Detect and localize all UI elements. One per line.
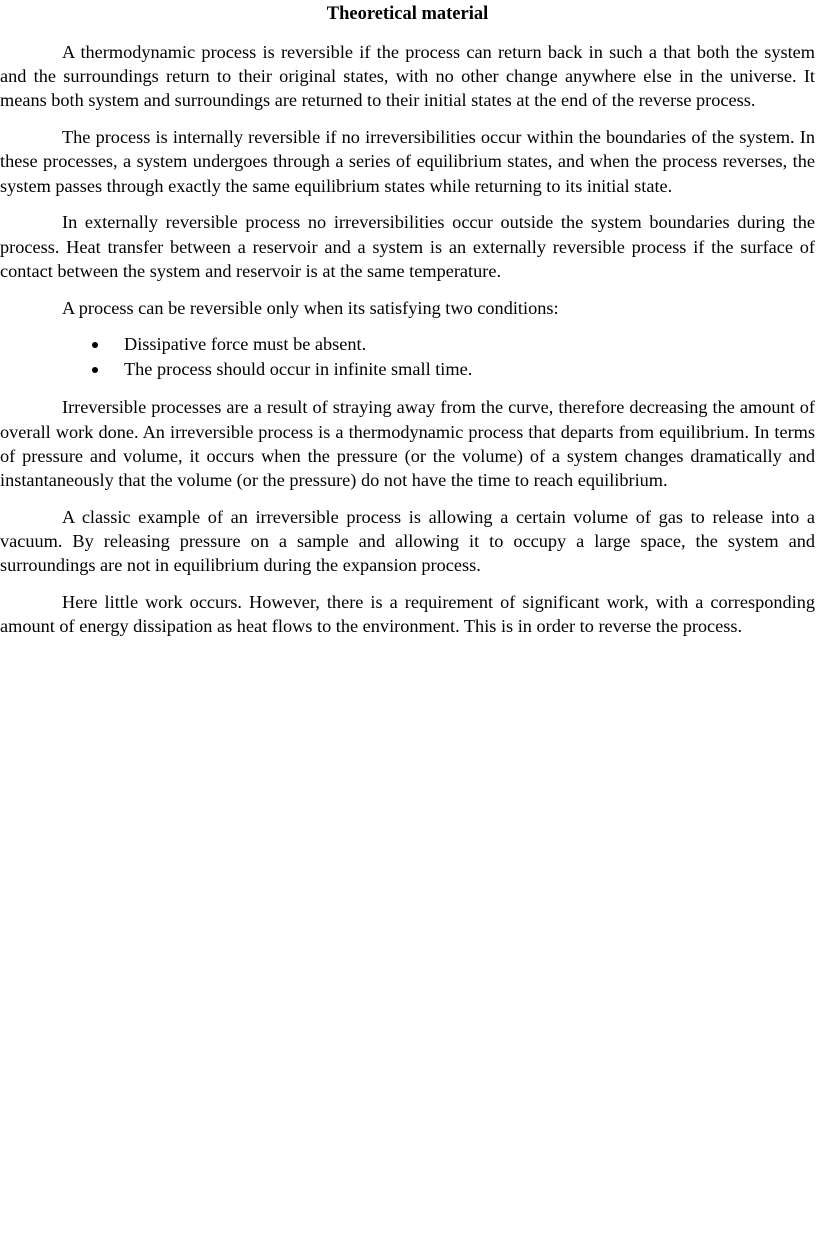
paragraph-irreversible-definition: Irreversible processes are a result of straying away from the curve, therefore decreasing the amount of overall work done. An irreversible process is a thermodynamic process that departs from equilibrium. In terms of pressure and volume, it occurs when the pressure (or the volume) of a system changes dramatically and instantaneously that the volume (or the pressure) do not have the time to reach equilibrium.	[0, 397, 815, 491]
paragraph-reversible-definition: A thermodynamic process is reversible if the process can return back in such a that both the system and the surroundings return to their original states, with no other change anywhere else in the universe. It means both system and surroundings are returned to their initial states at the end of the reverse process.	[0, 42, 815, 111]
page-title: Theoretical material	[326, 4, 489, 24]
paragraph-externally-reversible: In externally reversible process no irreversibilities occur outside the system boundaries during the process. Heat transfer between a reservoir and a system is an externally reversible process if the surface of contact between the system and reservoir is at the same temperature.	[0, 212, 815, 281]
paragraph-internally-reversible: The process is internally reversible if no irreversibilities occur within the boundaries of the system. In these processes, a system undergoes through a series of equilibrium states, and when the process reverses, the system passes through exactly the same equilibrium states while returning to its initial state.	[0, 127, 815, 196]
paragraph-work-dissipation: Here little work occurs. However, there is a requirement of significant work, with a corresponding amount of energy dissipation as heat flows to the environment. This is in order to reverse the process.	[0, 592, 815, 637]
list-item	[0, 332, 815, 358]
paragraph-conditions-intro: A process can be reversible only when its satisfying two conditions:	[62, 297, 559, 318]
list-item-text: Dissipative force must be absent.	[124, 333, 367, 354]
list-item-text: The process should occur in infinite small time.	[124, 359, 473, 380]
conditions-list	[0, 332, 815, 383]
bullet-icon	[92, 342, 98, 348]
list-item	[0, 357, 815, 383]
bullet-icon	[92, 367, 98, 373]
paragraph-irreversible-example: A classic example of an irreversible process is allowing a certain volume of gas to release into a vacuum. By releasing pressure on a sample and allowing it to occupy a large space, the system and surroundings are not in equilibrium during the expansion process.	[0, 506, 815, 576]
